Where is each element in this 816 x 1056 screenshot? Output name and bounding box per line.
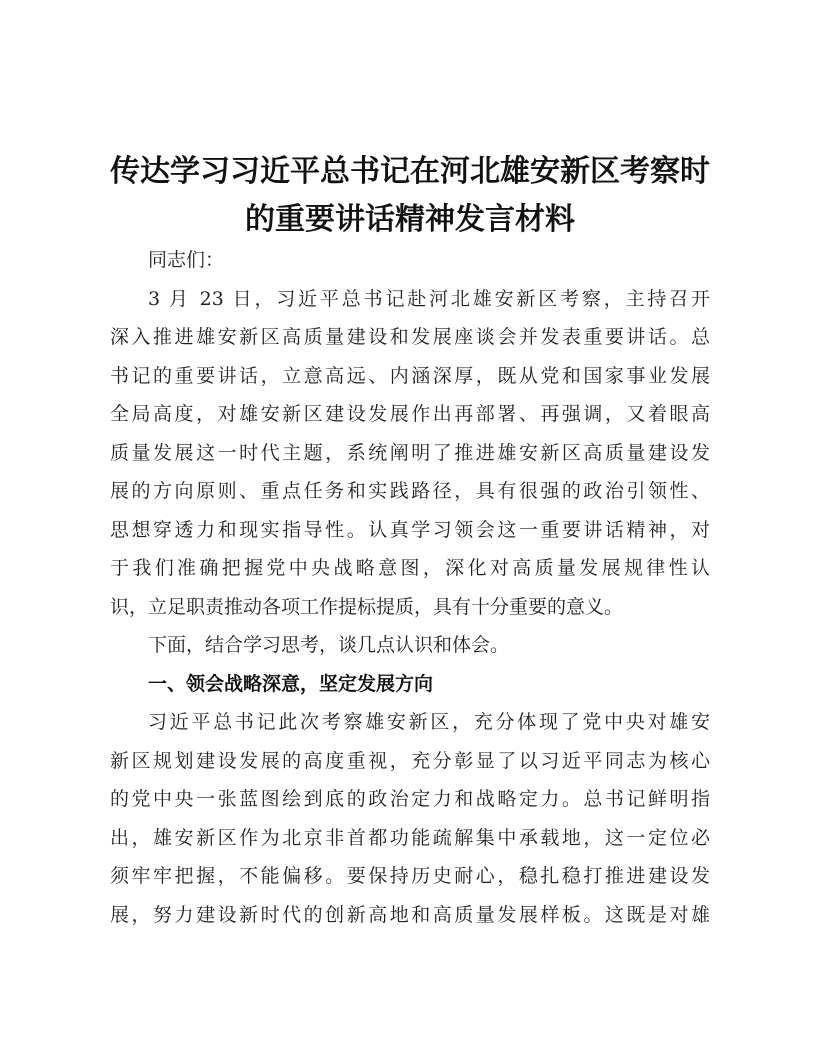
title-line: 传达学习习近平总书记在河北雄安新区考察时 <box>110 154 710 189</box>
section-heading: 一、领会战略深意，坚定发展方向 <box>148 672 434 695</box>
title-line: 的重要讲话精神发言材料 <box>245 202 575 237</box>
paragraph-line: 展的方向原则、重点任务和实践路径，具有很强的政治引领性、 <box>110 480 710 502</box>
paragraph-transition: 下面，结合学习思考，谈几点认识和体会。 <box>148 634 510 656</box>
paragraph-line: 新区规划建设发展的高度重视，充分彰显了以习近平同志为核心 <box>110 749 710 772</box>
paragraph-line: 思想穿透力和现实指导性。认真学习领会这一重要讲话精神，对 <box>110 518 710 541</box>
paragraph-intro <box>110 280 710 627</box>
paragraph-line: 3 月 23 日，习近平总书记赴河北雄安新区考察，主持召开 <box>148 287 710 310</box>
salutation: 同志们： <box>148 249 225 271</box>
paragraph-line: 的党中央一张蓝图绘到底的政治定力和战略定力。总书记鲜明指 <box>110 788 710 810</box>
paragraph-line: 于我们准确把握党中央战略意图，深化对高质量发展规律性认 <box>110 557 710 579</box>
paragraph-line: 展，努力建设新时代的创新高地和高质量发展样板。这既是对雄 <box>110 903 710 926</box>
paragraph-line: 深入推进雄安新区高质量建设和发展座谈会并发表重要讲话。总 <box>110 326 710 348</box>
paragraph-line: 习近平总书记此次考察雄安新区，充分体现了党中央对雄安 <box>148 711 710 733</box>
document-page <box>110 0 710 1056</box>
document-body <box>110 241 710 934</box>
paragraph-line: 须牢牢把握，不能偏移。要保持历史耐心，稳扎稳打推进建设发 <box>110 865 710 887</box>
paragraph-line: 书记的重要讲话，立意高远、内涵深厚，既从党和国家事业发展 <box>110 364 710 387</box>
paragraph-section1 <box>110 703 710 934</box>
paragraph-line: 全局高度，对雄安新区建设发展作出再部署、再强调，又着眼高 <box>110 403 710 425</box>
paragraph-line: 质量发展这一时代主题，系统阐明了推进雄安新区高质量建设发 <box>110 441 710 464</box>
paragraph-line: 出，雄安新区作为北京非首都功能疏解集中承载地，这一定位必 <box>110 826 710 849</box>
document-title <box>110 148 710 244</box>
paragraph-line: 识，立足职责推动各项工作提标提质，具有十分重要的意义。 <box>110 595 624 618</box>
